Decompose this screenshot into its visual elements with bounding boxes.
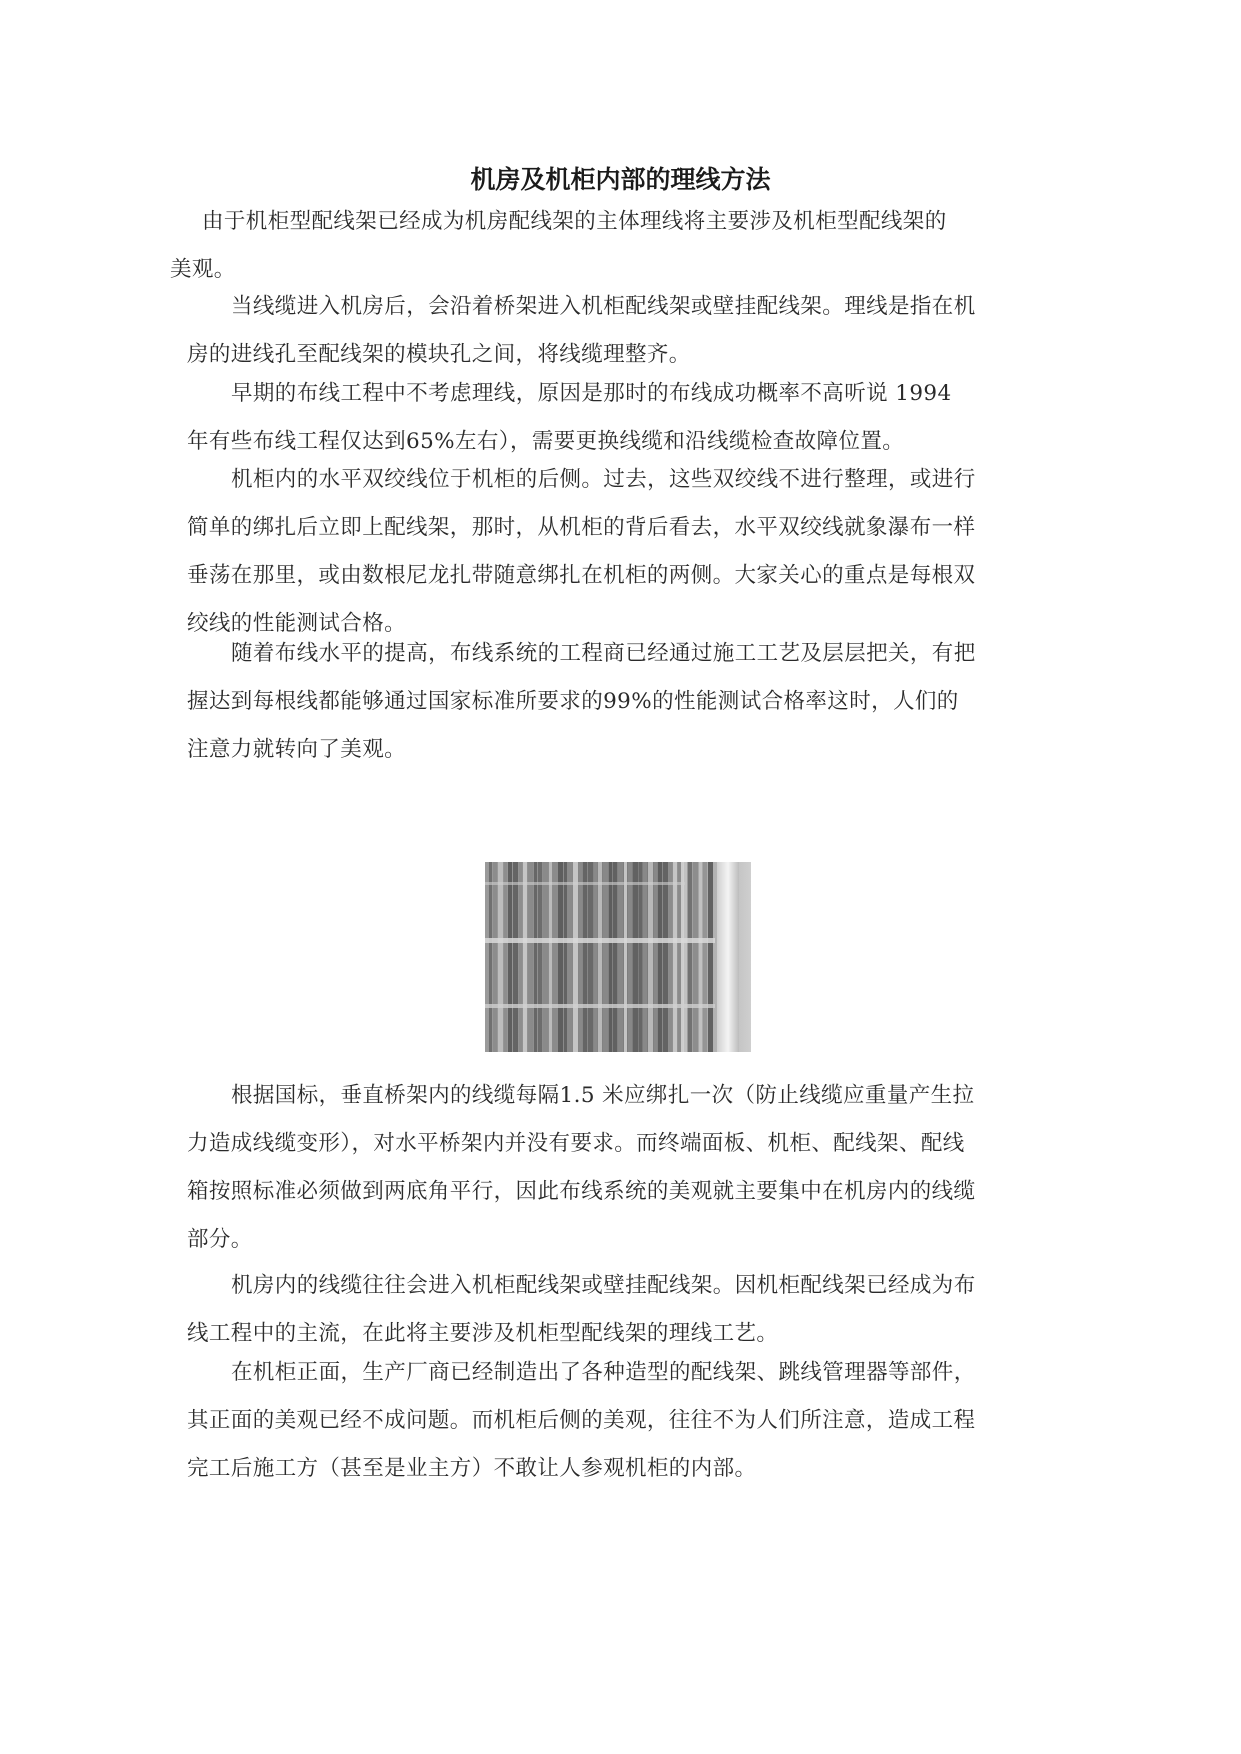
cable-strand <box>699 862 702 1052</box>
paragraph-line: 当线缆进入机房后，会沿着桥架进入机柜配线架或壁挂配线架。理线是指在机 <box>231 294 976 319</box>
cable-strand <box>519 862 522 1052</box>
cable-strand <box>528 862 533 1052</box>
cable-strand <box>583 862 587 1052</box>
cable-strand <box>508 862 512 1052</box>
cable-strand <box>609 862 612 1052</box>
paragraph-line: 力造成线缆变形），对水平桥架内并没有要求。而终端面板、机柜、配线架、配线 <box>187 1131 965 1156</box>
cable-strand <box>553 862 557 1052</box>
paragraph-line: 箱按照标准必须做到两底角平行，因此布线系统的美观就主要集中在机房内的线缆 <box>187 1179 976 1204</box>
paragraph-line: 机房内的线缆往往会进入机柜配线架或壁挂配线架。因机柜配线架已经成为布 <box>231 1273 976 1298</box>
cable-strand <box>549 862 552 1052</box>
cable-strand <box>489 862 492 1052</box>
paragraph-line: 早期的布线工程中不考虑理线，原因是那时的布线成功概率不高听说 1994 <box>231 381 952 406</box>
paragraph-8 <box>187 1349 1087 1493</box>
paragraph-line: 美观。 <box>170 257 236 282</box>
paragraph-line: 注意力就转向了美观。 <box>187 737 407 762</box>
paragraph-line: 简单的绑扎后立即上配线架，那时，从机柜的背后看去，水平双绞线就象瀑布一样 <box>187 515 976 540</box>
cable-strand <box>543 862 548 1052</box>
cable-strand <box>513 862 518 1052</box>
paragraph-2 <box>187 283 1087 379</box>
paragraph-line: 由于机柜型配线架已经成为机房配线架的主体理线将主要涉及机柜型配线架的 <box>202 209 947 234</box>
paragraph-line: 垂荡在那里，或由数根尼龙扎带随意绑扎在机柜的两侧。大家关心的重点是每根双 <box>187 563 976 588</box>
paragraph-line: 部分。 <box>187 1227 253 1252</box>
cable-strand <box>579 862 582 1052</box>
cable-strand <box>703 862 707 1052</box>
cable-strand <box>654 862 657 1052</box>
cable-strand <box>594 862 597 1052</box>
cable-strand <box>688 862 692 1052</box>
paragraph-3 <box>187 370 1087 466</box>
paragraph-line: 根据国标，垂直桥架内的线缆每隔1.5 米应绑扎一次（防止线缆应重量产生拉 <box>231 1083 975 1108</box>
cable-strand <box>669 862 672 1052</box>
paragraph-7 <box>187 1262 1087 1358</box>
cable-strand <box>618 862 623 1052</box>
paragraph-line: 在机柜正面，生产厂商已经制造出了各种造型的配线架、跳线管理器等部件， <box>231 1360 976 1385</box>
cable-strand <box>588 862 593 1052</box>
cable-strand <box>498 862 503 1052</box>
paragraph-line: 握达到每根线都能够通过国家标准所要求的99%的性能测试合格率这时，人们的 <box>187 689 959 714</box>
paragraph-5 <box>187 630 1087 774</box>
paragraph-line: 线工程中的主流，在此将主要涉及机柜型配线架的理线工艺。 <box>187 1321 779 1346</box>
paragraph-line: 完工后施工方（甚至是业主方）不敢让人参观机柜的内部。 <box>187 1456 757 1481</box>
cable-strand <box>708 862 713 1052</box>
cable-strand <box>663 862 668 1052</box>
cable-strand <box>603 862 608 1052</box>
cable-strand <box>598 862 602 1052</box>
cable-bundle-image <box>485 862 751 1052</box>
paragraph-line: 随着布线水平的提高，布线系统的工程商已经通过施工工艺及层层把关，有把 <box>231 641 976 666</box>
cable-strand <box>493 862 497 1052</box>
paragraph-6 <box>187 1072 1087 1264</box>
cable-strand <box>624 862 627 1052</box>
cable-strand <box>568 862 572 1052</box>
cable-strand <box>628 862 632 1052</box>
paragraph-line: 年有些布线工程仅达到65%左右），需要更换线缆和沿线缆检查故障位置。 <box>187 429 905 454</box>
paragraph-line: 绞线的性能测试合格。 <box>187 611 407 636</box>
cable-strand <box>504 862 507 1052</box>
document-title: 机房及机柜内部的理线方法 <box>470 165 771 194</box>
cable-strand <box>573 862 578 1052</box>
cable-strand <box>633 862 638 1052</box>
cable-strand <box>643 862 647 1052</box>
cable-strand <box>613 862 617 1052</box>
paragraph-line: 房的进线孔至配线架的模块孔之间，将线缆理整齐。 <box>187 342 691 367</box>
cable-strand <box>558 862 563 1052</box>
cable-strand <box>673 862 677 1052</box>
paragraph-1 <box>172 198 1072 294</box>
cable-bundle-photo <box>485 862 751 1052</box>
paragraph-line: 机柜内的水平双绞线位于机柜的后侧。过去，这些双绞线不进行整理，或进行 <box>231 467 976 492</box>
cable-strand <box>523 862 527 1052</box>
paragraph-4 <box>187 456 1087 648</box>
cable-strand <box>639 862 642 1052</box>
cable-strand <box>564 862 567 1052</box>
cable-strand <box>658 862 662 1052</box>
cable-strand <box>538 862 542 1052</box>
cable-strand <box>648 862 653 1052</box>
cable-strand <box>693 862 698 1052</box>
paragraph-line: 其正面的美观已经不成问题。而机柜后侧的美观，往往不为人们所注意，造成工程 <box>187 1408 976 1433</box>
cable-strand <box>534 862 537 1052</box>
